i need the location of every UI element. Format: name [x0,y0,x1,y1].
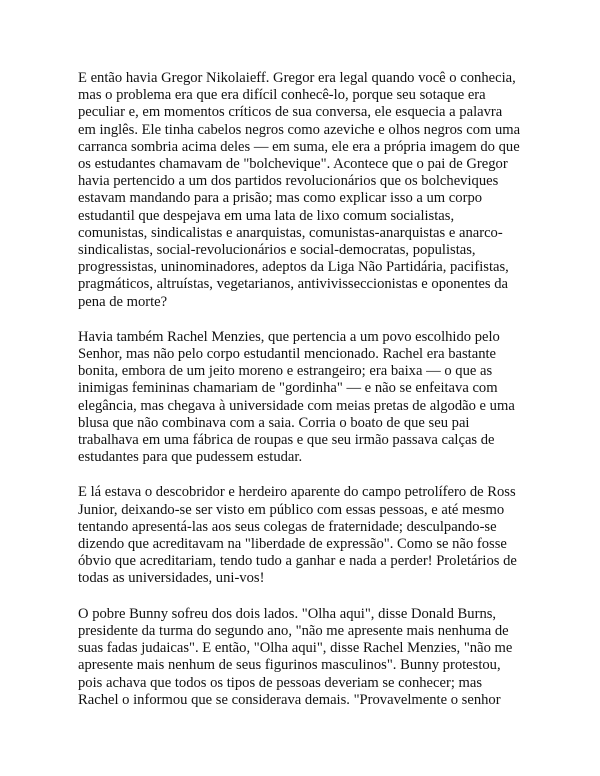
paragraph-gregor [78,70,538,311]
text-line: carranca sombria acima deles — em suma, ele era a própria imagem do que [78,138,520,155]
text-line: peculiar e, em momentos críticos de sua conversa, ele esquecia a palavra [78,104,503,121]
paragraph-rachel [78,329,538,467]
text-line: E então havia Gregor Nikolaieff. Gregor era legal quando você o conhecia, [78,70,516,86]
text-line: dizendo que acreditavam na "liberdade de expressão". Como se não fosse [78,536,507,553]
paragraph-bunny [78,606,538,709]
text-line: estudantes para que pudessem estudar. [78,449,303,466]
text-line: pois achava que todos os tipos de pessoas deveriam se conhecer; mas [78,674,483,691]
text-line: elegância, mas chegava à universidade com meias pretas de algodão e uma [78,397,515,414]
document-page [78,70,538,727]
text-line: Senhor, mas não pelo corpo estudantil mencionado. Rachel era bastante [78,346,497,363]
text-line: em inglês. Ele tinha cabelos negros como azeviche e olhos negros com uma [78,121,521,138]
text-line: inimigas femininas chamariam de "gordinha" — e não se enfeitava com [78,380,498,397]
text-line: pena de morte? [78,293,168,310]
text-line: pragmáticos, altruístas, vegetarianos, antivivisseccionistas e oponentes da [78,276,508,293]
text-line: Rachel o informou que se considerava demais. "Provavelmente o senhor [78,691,501,708]
text-line: comunistas, sindicalistas e anarquistas, comunistas-anarquistas e anarco- [78,224,503,241]
text-line: todas as universidades, uni-vos! [78,570,265,587]
text-line: Havia também Rachel Menzies, que pertencia a um povo escolhido pelo [78,328,500,345]
text-line: mas o problema era que era difícil conhecê-lo, porque seu sotaque era [78,87,486,104]
text-line: blusa que não combinava com a saia. Corria o boato de que seu pai [78,414,470,431]
paragraph-ross-junior [78,484,538,587]
text-line: estavam mandando para a prisão; mas como explicar isso a um corpo [78,190,483,207]
text-line: tentando apresentá-las aos seus colegas de fraternidade; desculpando-se [78,518,497,535]
text-line: suas fadas judaicas". E então, "Olha aqui", disse Rachel Menzies, "não me [78,640,513,657]
text-line: E lá estava o descobridor e herdeiro aparente do campo petrolífero de Ross [78,484,516,501]
text-line: progressistas, uninominadores, adeptos da Liga Não Partidária, pacifistas, [78,259,509,276]
text-line: apresente mais nenhum de seus figurinos masculinos". Bunny protestou, [78,657,501,674]
text-line: trabalhava em uma fábrica de roupas e que seu irmão passava calças de [78,432,495,449]
text-line: bonita, embora de um jeito moreno e estrangeiro; era baixa — o que as [78,363,493,380]
text-line: estudantil que despejava em uma lata de lixo comum socialistas, [78,207,455,224]
text-line: O pobre Bunny sofreu dos dois lados. "Olha aqui", disse Donald Burns, [78,605,497,622]
text-line: sindicalistas, social-revolucionários e social-democratas, populistas, [78,242,476,259]
text-line: os estudantes chamavam de "bolchevique". Acontece que o pai de Gregor [78,156,508,173]
text-line: presidente da turma do segundo ano, "não me apresente mais nenhuma de [78,622,509,639]
text-line: havia pertencido a um dos partidos revolucionários que os bolcheviques [78,173,499,190]
text-line: Junior, deixando-se ser visto em público com essas pessoas, e até mesmo [78,501,505,518]
text-line: óbvio que acreditariam, tendo tudo a ganhar e nada a perder! Proletários de [78,553,517,570]
